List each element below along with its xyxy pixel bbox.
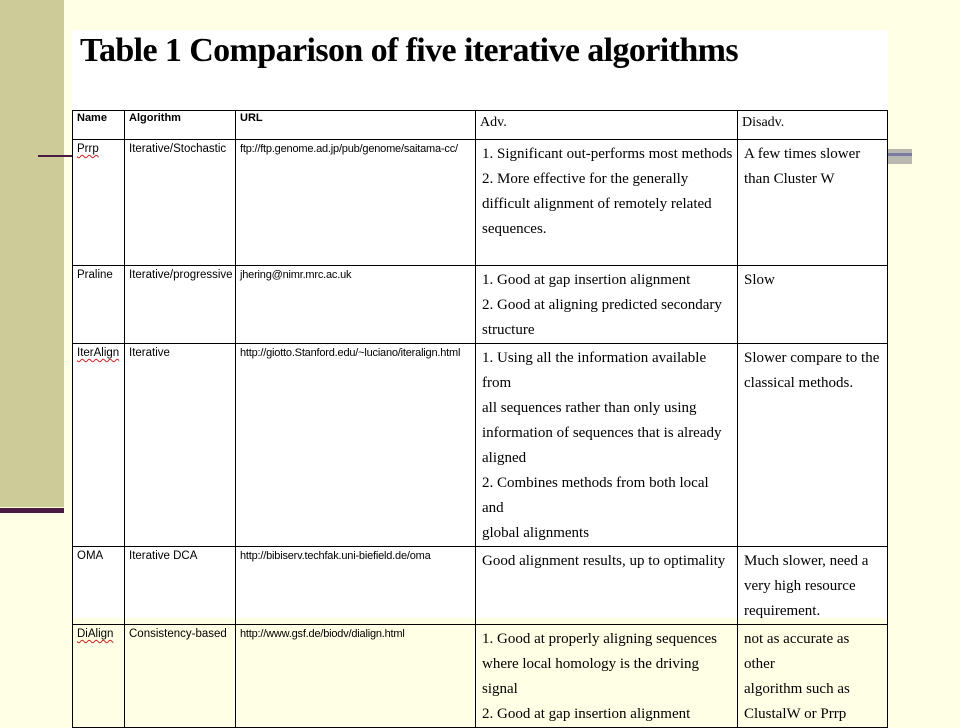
cell-algorithm: Iterative bbox=[125, 344, 236, 547]
cell-disadv: not as accurate as other algorithm such as ClustalW or Prrp bbox=[738, 625, 888, 728]
side-accent-bar bbox=[0, 0, 64, 507]
cell-name: Praline bbox=[73, 266, 125, 344]
cell-disadv: Slow bbox=[738, 266, 888, 344]
header-disadv: Disadv. bbox=[738, 111, 888, 140]
table-row bbox=[73, 625, 888, 728]
cell-disadv: A few times slower than Cluster W bbox=[738, 140, 888, 266]
spellcheck-word: IterAlign bbox=[77, 347, 120, 359]
cell-disadv: Slower compare to the classical methods. bbox=[738, 344, 888, 547]
cell-name bbox=[73, 344, 125, 547]
header-url: URL bbox=[236, 111, 476, 140]
cell-algorithm: Consistency-based bbox=[125, 625, 236, 728]
cell-adv: Good alignment results, up to optimality bbox=[476, 547, 738, 625]
accent-rule bbox=[38, 155, 72, 157]
cell-name bbox=[73, 140, 125, 266]
cell-adv: 1. Good at properly aligning sequences where local homology is the driving signal 2. Good at gap insertion alignment bbox=[476, 625, 738, 728]
table-caption: Table 1 Comparison of five iterative algorithms bbox=[80, 32, 739, 69]
side-accent-underline bbox=[0, 508, 64, 513]
cell-url: http://giotto.Stanford.edu/~luciano/iteralign.html bbox=[236, 344, 476, 547]
spellcheck-word: DiAlign bbox=[77, 628, 114, 640]
cell-algorithm: Iterative/Stochastic bbox=[125, 140, 236, 266]
table-row bbox=[73, 547, 888, 625]
spellcheck-word: Prrp bbox=[77, 143, 99, 155]
table-image bbox=[72, 30, 888, 722]
cell-algorithm: Iterative/progressive bbox=[125, 266, 236, 344]
header-name: Name bbox=[73, 111, 125, 140]
table-row bbox=[73, 344, 888, 547]
comparison-table bbox=[72, 110, 888, 728]
header-adv: Adv. bbox=[476, 111, 738, 140]
cell-name: OMA bbox=[73, 547, 125, 625]
cell-algorithm: Iterative DCA bbox=[125, 547, 236, 625]
cell-adv: 1. Using all the information available from all sequences rather than only using information of sequences that is already aligned 2. Combines methods from both local and global alignments bbox=[476, 344, 738, 547]
cell-url: jhering@nimr.mrc.ac.uk bbox=[236, 266, 476, 344]
cell-disadv: Much slower, need a very high resource requirement. bbox=[738, 547, 888, 625]
header-row bbox=[73, 111, 888, 140]
cell-adv: 1. Good at gap insertion alignment 2. Good at aligning predicted secondary structure bbox=[476, 266, 738, 344]
cell-url: http://www.gsf.de/biodv/dialign.html bbox=[236, 625, 476, 728]
cell-adv: 1. Significant out-performs most methods 2. More effective for the generally difficult alignment of remotely related sequences. bbox=[476, 140, 738, 266]
header-algorithm: Algorithm bbox=[125, 111, 236, 140]
cell-url: ftp://ftp.genome.ad.jp/pub/genome/saitama-cc/ bbox=[236, 140, 476, 266]
cell-url: http://bibiserv.techfak.uni-biefield.de/oma bbox=[236, 547, 476, 625]
cell-name bbox=[73, 625, 125, 728]
table-row bbox=[73, 140, 888, 266]
right-accent-stub bbox=[886, 149, 912, 164]
table-row bbox=[73, 266, 888, 344]
